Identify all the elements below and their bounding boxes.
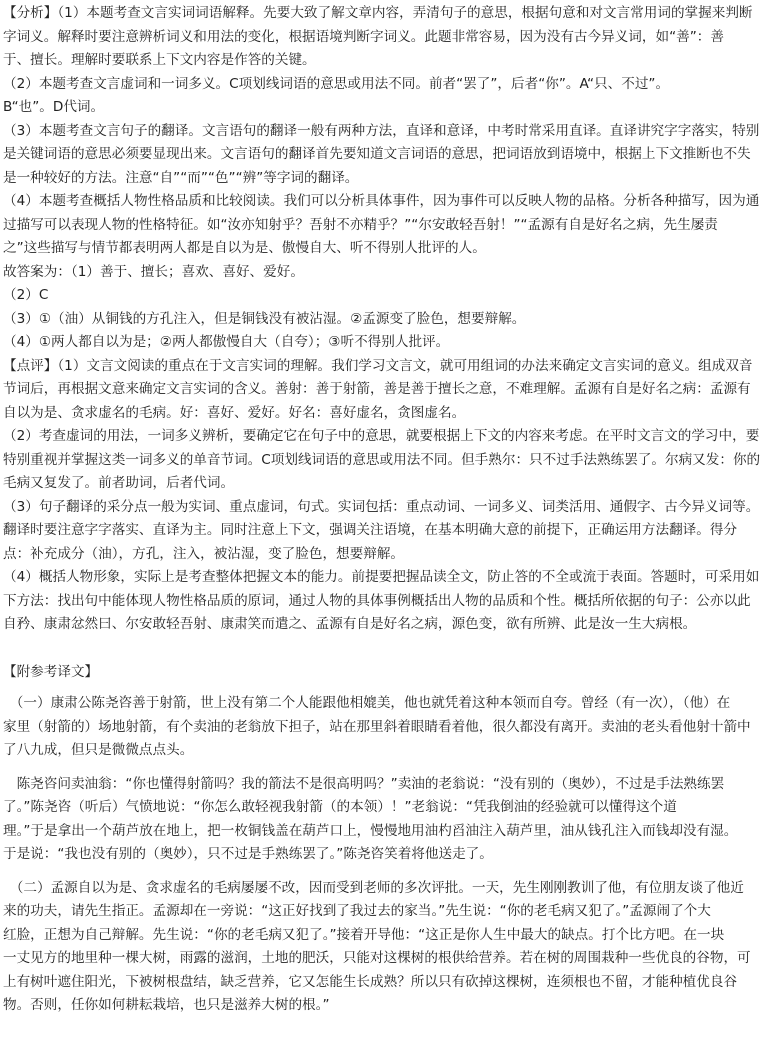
text-line: （3）本题考查文言句子的翻译。文言语句的翻译一般有两种方法，直译和意译，中考时常采用直译。直译讲究字字落实，特别 <box>3 122 760 139</box>
text-line: 家里（射箭的）场地射箭，有个卖油的老翁放下担子，站在那里斜着眼睛看着他，很久都没有离开。卖油的老头看他射十箭中 <box>3 718 751 735</box>
text-line: 毛病又复发了。前者助词，后者代词。 <box>3 475 235 491</box>
text-line: （二）孟源自以为是、贪求虚名的毛病屡屡不改，因而受到老师的多次评批。一天，先生刚刚教训了他，有位朋友谈了他近 <box>3 879 744 896</box>
text-line: 过描写可以表现人物的性格特征。如“汝亦知射乎？吾射不亦精乎？”“尔安敢轻吾射！”“孟源有自是好名之病，先生屡责 <box>3 216 718 233</box>
text-line: 之”这些描写与情节都表明两人都是自以为是、傲慢自大、听不得别人批评的人。 <box>3 240 486 256</box>
text-line: （2）考查虚词的用法，一词多义辨析，要确定它在句子中的意思，就要根据上下文的内容来考虑。在平时文言文的学习中，要 <box>3 428 760 444</box>
translation-paragraph-3 <box>3 877 777 1018</box>
translation-paragraph-2 <box>3 773 777 867</box>
answer-line: （2）C <box>3 287 49 303</box>
text-line: （3）句子翻译的采分点一般为实词、重点虚词，句式。实词包括：重点动词、一词多义、词类活用、通假字、古今异义词等。 <box>3 498 760 515</box>
text-line: （4）概括人物形象，实际上是考查整体把握文本的能力。前提要把握品读全文，防止答的不全或流于表面。答题时，可采用如 <box>3 569 760 585</box>
reference-translation-heading: 【附参考译文】 <box>3 663 99 680</box>
text-line: 理。”于是拿出一个葫芦放在地上，把一枚铜钱盖在葫芦口上，慢慢地用油杓舀油注入葫芦里，油从钱孔注入而钱却没有湿。 <box>3 822 738 839</box>
text-line: 了八九成，但只是微微点点头。 <box>3 742 194 758</box>
text-line: 字词义。解释时要注意辨析词义和用法的变化，根据语境判断字词义。此题非常容易，因为没有古今异义词，如“善”：善 <box>3 28 724 45</box>
answer-line: （4）①两人都自以为是；②两人都傲慢自大（自夸）；③听不得别人批评。 <box>3 334 450 350</box>
text-line: 一丈见方的地里种一棵大树，雨露的滋润，土地的肥沃，只能对这棵树的根供给营养。若在树的周围栽种一些优良的谷物，可 <box>3 950 751 966</box>
text-line: 【点评】（1）文言文阅读的重点在于文言实词的理解。我们学习文言文，就可用组词的办法来确定文言实词的意义。组成双音 <box>3 357 753 374</box>
answer-line: 故答案为：（1）善于、擅长；喜欢、喜好、爱好。 <box>3 263 304 280</box>
text-line: 【分析】（1）本题考查文言实词词语解释。先要大致了解文章内容，弄清句子的意思，根据句意和对文言常用词的掌握来判断 <box>3 5 753 21</box>
text-line: 特别重视并掌握这类一词多义的单音节词。C项划线词语的意思或用法不同。但手熟尔：只不过手法熟练罢了。尔病又发：你的 <box>3 451 761 468</box>
text-line: 节词后，再根据文意来确定文言实词的含义。善射：善于射箭，善是善于擅长之意，不难理解。孟源有自是好名之病：孟源有 <box>3 381 751 397</box>
text-line: （4）本题考查概括人物性格品质和比较阅读。我们可以分析具体事件，因为事件可以反映人物的品格。分析各种描写，因为通 <box>3 193 760 209</box>
text-line: 物。否则，任你如何耕耘栽培，也只是滋养大树的根。” <box>3 997 330 1013</box>
text-line: 于是说：“我也没有别的（奥妙），只不过是手熟练罢了。”陈尧咨笑着将他送走了。 <box>3 846 493 862</box>
text-line: 翻译时要注意字字落实、直译为主。同时注意上下文，强调关注语境，在基本明确大意的前提下，正确运用方法翻译。得分 <box>3 522 738 538</box>
text-line: 红脸，正想为自己辩解。先生说：“你的老毛病又犯了。”接着开导他：“这正是你人生中最大的缺点。打个比方吧。在一块 <box>3 926 725 943</box>
text-line: 是一种较好的方法。注意“自”“而”“色”“辨”等字词的翻译。 <box>3 169 359 186</box>
text-line: 陈尧咨问卖油翁：“你也懂得射箭吗？我的箭法不是很高明吗？”卖油的老翁说：“没有别的（奥妙），不过是手法熟练罢 <box>3 775 725 792</box>
text-line: 上有树叶遮住阳光，下被树根盘结，缺乏营养，它又怎能生长成熟？所以只有砍掉这棵树，连须根也不留，才能种植优良谷 <box>3 973 738 990</box>
analysis-section <box>3 2 777 637</box>
text-line: （一）康肃公陈尧咨善于射箭，世上没有第二个人能跟他相媲美，他也就凭着这种本领而自夸。曾经（有一次），（他）在 <box>3 695 731 711</box>
text-line: 来的功夫，请先生指正。孟源却在一旁说：“这正好找到了我过去的家当。”先生说：“你的老毛病又犯了。”孟源闹了个大 <box>3 903 711 919</box>
text-line: B“也”。D代词。 <box>3 99 105 115</box>
translation-paragraph-1 <box>3 692 777 763</box>
text-line: 于、擅长。理解时要联系上下文内容是作答的关键。 <box>3 52 316 68</box>
text-line: 了。”陈尧咨（听后）气愤地说：“你怎么敢轻视我射箭（的本领）！”老翁说：“凭我倒油的经验就可以懂得这个道 <box>3 799 677 815</box>
text-line: 是关键词语的意思必须要显现出来。文言语句的翻译首先要知道文言词语的意思，把词语放到语境中，根据上下文推断也不失 <box>3 146 751 162</box>
text-line: （2）本题考查文言虚词和一词多义。C项划线词语的意思或用法不同。前者“罢了”，后者“你”。A“只、不过”。 <box>3 75 670 92</box>
text-line: 点：补充成分（油），方孔，注入，被沾湿，变了脸色，想要辩解。 <box>3 545 405 562</box>
text-line: 自以为是、贪求虚名的毛病。好：喜好、爱好。好名：喜好虚名，贪图虚名。 <box>3 404 466 421</box>
text-line: 下方法：找出句中能体现人物性格品质的原词，通过人物的具体事例概括出人物的品质和个性。概括所依据的句子：公亦以此 <box>3 592 751 609</box>
answer-line: （3）①（油）从铜钱的方孔注入，但是铜钱没有被沾湿。②孟源变了脸色，想要辩解。 <box>3 310 526 327</box>
text-line: 自矜、康肃忿然曰、尔安敢轻吾射、康肃笑而遣之、孟源有自是好名之病，源色变，欲有所辨、此是汝一生大病根。 <box>3 616 697 632</box>
